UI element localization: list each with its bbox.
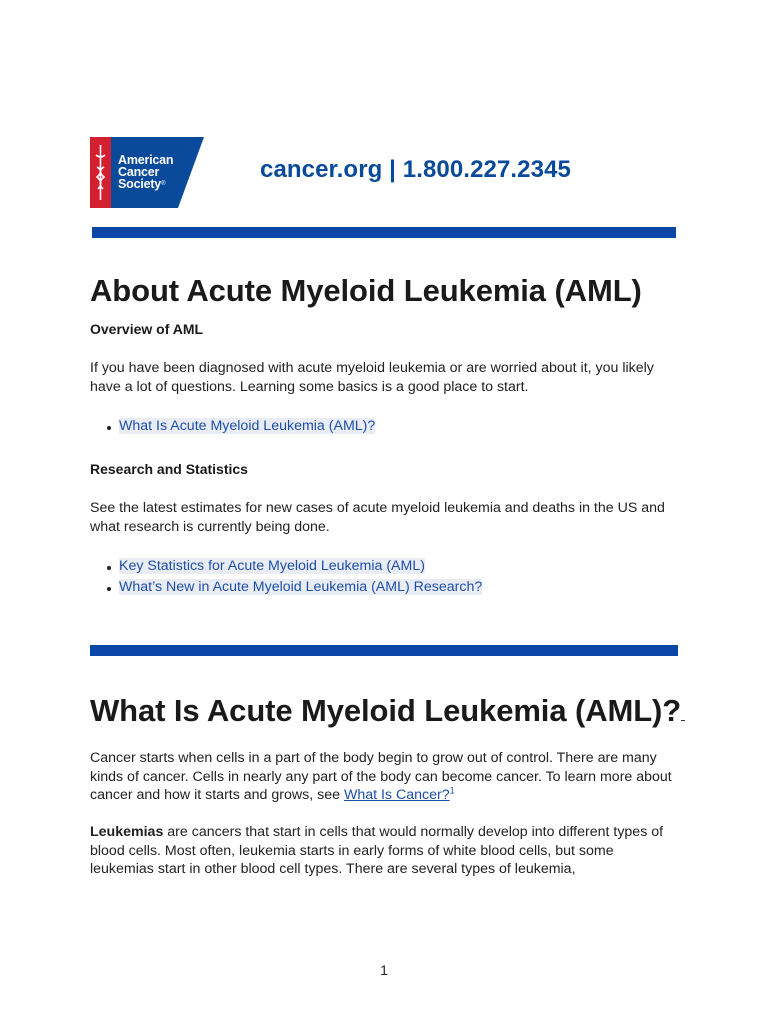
cancer-intro-paragraph — [90, 749, 680, 805]
what-is-aml-link[interactable]: What Is Acute Myeloid Leukemia (AML)? — [119, 418, 376, 434]
title-anchor-mark — [681, 698, 685, 721]
leukemias-paragraph — [90, 823, 680, 879]
research-link-list — [104, 556, 482, 598]
research-heading: Research and Statistics — [90, 461, 248, 477]
what-is-cancer-link[interactable]: What Is Cancer? — [343, 787, 450, 803]
page-number: 1 — [380, 962, 388, 978]
footnote-marker[interactable]: 1 — [449, 785, 455, 796]
section-divider — [90, 645, 678, 656]
whats-new-research-link[interactable]: What’s New in Acute Myeloid Leukemia (AML) Research? — [119, 579, 483, 595]
overview-text: If you have been diagnosed with acute myeloid leukemia or are worried about it, you likely have a lot of questions. Learning some basics is a good place to start. — [90, 360, 654, 395]
what-is-aml-title-text: What Is Acute Myeloid Leukemia (AML)? — [90, 693, 682, 728]
research-text: See the latest estimates for new cases of acute myeloid leukemia and deaths in the US and what research is currently being done. — [90, 500, 665, 535]
leukemias-term: Leukemias — [90, 824, 164, 840]
logo-wordmark — [118, 154, 173, 190]
registered-mark: ® — [161, 181, 166, 187]
header-divider — [92, 227, 676, 238]
list-item — [104, 556, 482, 577]
logo-line-3: Society® — [118, 177, 166, 191]
list-item — [104, 577, 482, 598]
leukemias-text: are cancers that start in cells that would normally develop into different types of blood cells. Most often, leukemia starts in early forms of white blood cells, but some leukemias start in other blood cell types. There are several types of leukemia, — [90, 824, 664, 877]
contact-info[interactable]: cancer.org | 1.800.227.2345 — [260, 156, 571, 183]
overview-link-list — [104, 416, 375, 437]
about-aml-title: About Acute Myeloid Leukemia (AML) — [90, 273, 642, 308]
logo-line-2: Cancer — [118, 165, 160, 179]
key-statistics-link[interactable]: Key Statistics for Acute Myeloid Leukemia (AML) — [119, 558, 425, 574]
cancer-intro-text: Cancer starts when cells in a part of the body begin to grow out of control. There are many kinds of cancer. Cells in nearly any part of the body can become cancer. To learn more about cancer and how it starts and grows, see — [90, 750, 672, 803]
overview-heading: Overview of AML — [90, 321, 204, 337]
list-item — [104, 416, 375, 437]
american-cancer-society-logo[interactable] — [90, 137, 204, 208]
logo-line-1: American — [118, 153, 174, 167]
what-is-aml-title — [90, 693, 685, 729]
